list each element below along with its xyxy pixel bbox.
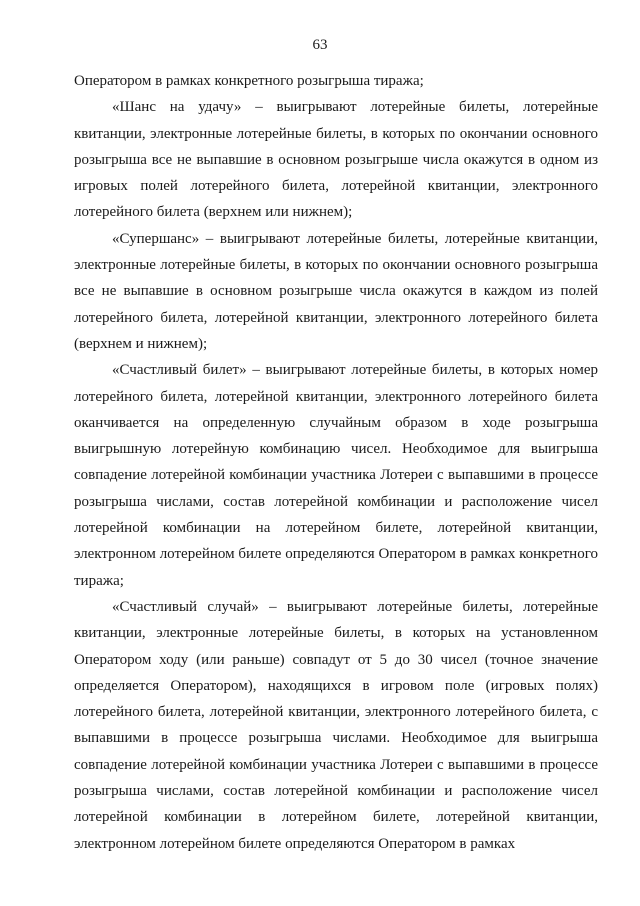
paragraph-supershans: «Супершанс» – выигрывают лотерейные билеты, лотерейные квитанции, электронные лотерейные билеты, в которых по окончании основного розыгрыша все не выпавшие в основном розыгрыше числа окажутся в каждом из полей лотерейного билета, лотерейной квитанции, электронного лотерейного билета (верхнем и нижнем); bbox=[74, 230, 598, 352]
paragraph-continuation: Оператором в рамках конкретного розыгрыша тиража; bbox=[74, 73, 424, 89]
paragraph-schastlivyi-sluchai: «Счастливый случай» – выигрывают лотерейные билеты, лотерейные квитанции, электронные лотерейные билеты, в которых на установленном Оператором ходу (или раньше) совпадут от 5 до 30 чисел (точное значение определяется Оператором), находящихся в игровом поле (игровых полях) лотерейного билета, лотерейной квитанции, электронного лотерейного билета, с выпавшими в процессе розыгрыша числами. Необходимое для выигрыша совпадение лотерейной комбинации участника Лотереи с выпавшими в процессе розыгрыша числами, состав лотерейной комбинации и расположение чисел лотерейной комбинации в лотерейном билете, лотерейной квитанции, электронном лотерейном билете определяются Оператором в рамках bbox=[74, 598, 598, 852]
document-body bbox=[74, 68, 598, 857]
page-number: 63 bbox=[312, 37, 328, 53]
paragraph-shans-na-udachu: «Шанс на удачу» – выигрывают лотерейные билеты, лотерейные квитанции, электронные лотерейные билеты, в которых по окончании основного розыгрыша все не выпавшие в основном розыгрыше числа окажутся в одном из игровых полей лотерейного билета, лотерейной квитанции, электронного лотерейного билета (верхнем или нижнем); bbox=[74, 99, 598, 221]
paragraph-schastlivyi-bilet: «Счастливый билет» – выигрывают лотерейные билеты, в которых номер лотерейного билета, лотерейной квитанции, электронного лотерейного билета оканчивается на определенную случайным образом в ходе розыгрыша выигрышную лотерейную комбинацию чисел. Необходимое для выигрыша совпадение лотерейной комбинации участника Лотереи с выпавшими в процессе розыгрыша числами, состав лотерейной комбинации и расположение чисел лотерейной комбинации на лотерейном билете, лотерейной квитанции, электронном лотерейном билете определяются Оператором в рамках конкретного тиража; bbox=[74, 362, 598, 589]
